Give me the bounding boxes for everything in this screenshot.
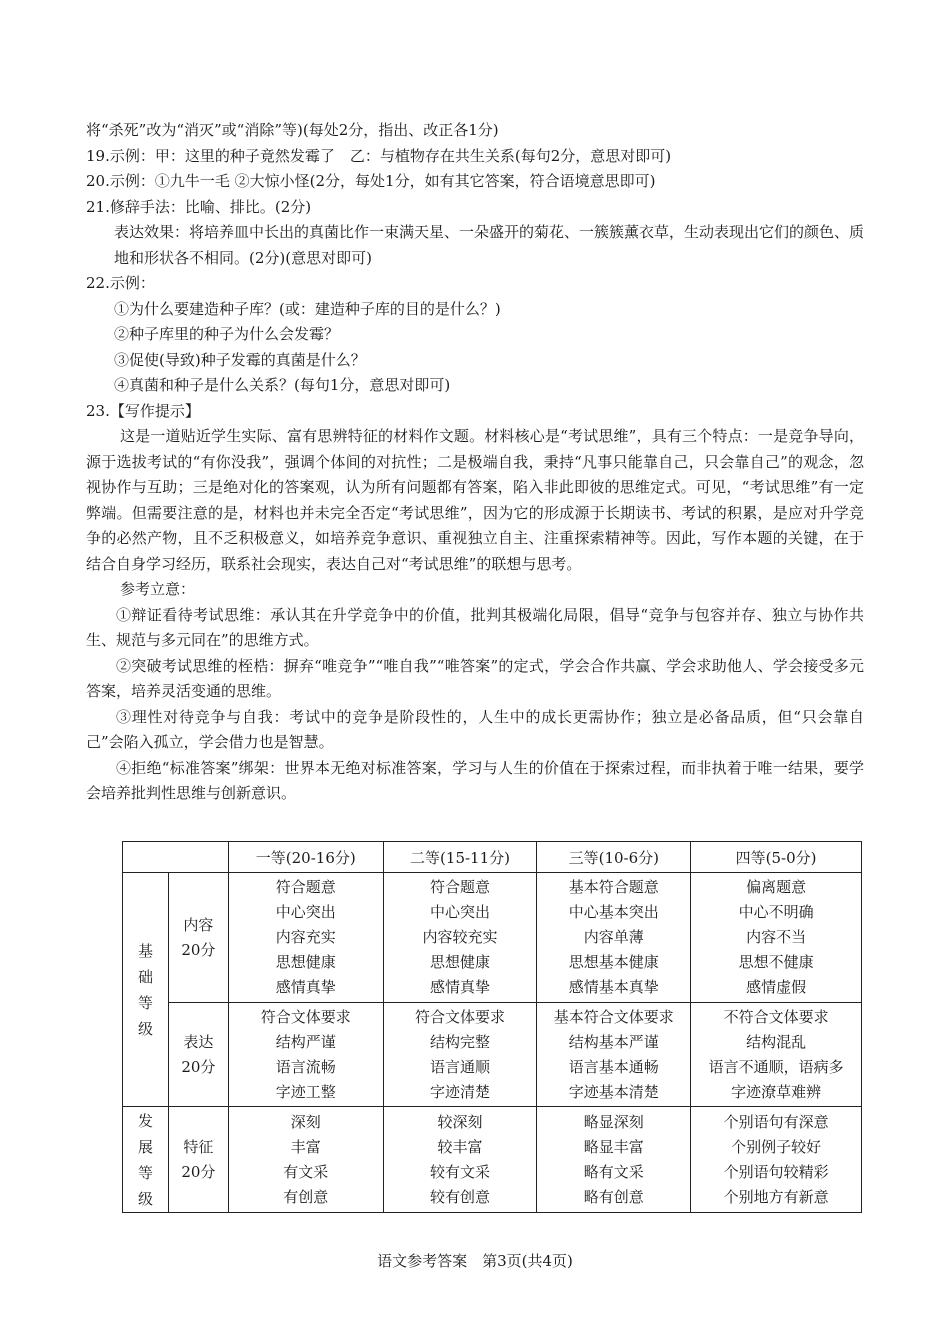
table-row — [123, 1003, 862, 1107]
answer-21-effect: 表达效果：将培养皿中长出的真菌比作一束满天星、一朵盛开的菊花、一簇簇薰衣草，生动表现出它们的颜色、质地和形状各不相同。(2分)(意思对即可) — [114, 223, 865, 267]
answer-line-18-tail: 将“杀死”改为“消灭”或“消除”等)(每处2分，指出、改正各1分) — [86, 121, 499, 139]
express-grade-2: 符合文体要求 结构完整 语言通顺 字迹清楚 — [383, 1003, 537, 1107]
development-level-label: 发 展 等 级 — [123, 1107, 169, 1213]
express-grade-1: 符合文体要求 结构严谨 语言流畅 字迹工整 — [228, 1003, 383, 1107]
scoring-table — [122, 841, 862, 1213]
content-label: 内容 20分 — [168, 873, 228, 1003]
answer-20: 20.示例：①九牛一毛 ②大惊小怪(2分，每处1分，如有其它答案，符合语境意思即可) — [86, 172, 656, 190]
feature-grade-4: 个别语句有深意 个别例子较好 个别语句较精彩 个别地方有新意 — [691, 1107, 862, 1213]
question-1: ①为什么要建造种子库？(或：建造种子库的目的是什么？) — [114, 299, 501, 318]
express-grade-4: 不符合文体要求 结构混乱 语言不通顺，语病多 字迹潦草难辨 — [691, 1003, 862, 1107]
answer-23: 23.【写作提示】 — [86, 401, 200, 420]
grade-4-header: 四等(5-0分) — [691, 842, 862, 873]
basic-level-label: 基 础 等 级 — [123, 873, 169, 1107]
feature-label: 特征 20分 — [168, 1107, 228, 1213]
feature-grade-1: 深刻 丰富 有文采 有创意 — [228, 1107, 383, 1213]
grade-1-header: 一等(20-16分) — [228, 842, 383, 873]
express-grade-3: 基本符合文体要求 结构基本严谨 语言基本通畅 字迹基本清楚 — [537, 1003, 691, 1107]
table-row — [123, 1107, 862, 1213]
answer-text — [86, 118, 864, 807]
reference-4: ④拒绝“标准答案”绑架：世界本无绝对标准答案，学习与人生的价值在于探索过程，而非执着于唯一结果，要学会培养批判性思维与创新意识。 — [86, 758, 864, 802]
content-grade-1: 符合题意 中心突出 内容充实 思想健康 感情真挚 — [228, 873, 383, 1003]
content-grade-2: 符合题意 中心突出 内容较充实 思想健康 感情真挚 — [383, 873, 537, 1003]
answer-19: 19.示例：甲：这里的种子竟然发霉了 乙：与植物存在共生关系(每句2分，意思对即可) — [86, 146, 672, 165]
question-4: ④真菌和种子是什么关系？(每句1分，意思对即可) — [114, 376, 451, 394]
express-label: 表达 20分 — [168, 1003, 228, 1107]
grade-2-header: 二等(15-11分) — [383, 842, 537, 873]
question-2: ②种子库里的种子为什么会发霉？ — [114, 325, 340, 343]
table-row — [123, 873, 862, 1003]
table-corner-cell — [123, 842, 229, 873]
feature-grade-3: 略显深刻 略显丰富 略有文采 略有创意 — [537, 1107, 691, 1213]
answer-21: 21.修辞手法：比喻、排比。(2分) — [86, 197, 312, 216]
grade-3-header: 三等(10-6分) — [537, 842, 691, 873]
reference-heading: 参考立意： — [120, 580, 196, 598]
answer-22: 22.示例： — [86, 274, 155, 292]
page-footer: 语文参考答案 第3页(共4页) — [377, 1252, 573, 1270]
reference-1: ①辩证看待考试思维：承认其在升学竞争中的价值，批判其极端化局限，倡导“竞争与包容并存、独立与协作共生、规范与多元同在”的思维方式。 — [86, 605, 864, 649]
content-grade-4: 偏离题意 中心不明确 内容不当 思想不健康 感情虚假 — [691, 873, 862, 1003]
reference-2: ②突破考试思维的桎梏：摒弃“唯竞争”“唯自我”“唯答案”的定式，学会合作共赢、学会求助他人、学会接受多元答案，培养灵活变通的思维。 — [86, 656, 864, 700]
question-3: ③促使(导致)种子发霉的真菌是什么？ — [114, 350, 366, 369]
table-header-row — [123, 842, 862, 873]
reference-3: ③理性对待竞争与自我：考试中的竞争是阶段性的，人生中的成长更需协作；独立是必备品质，但“只会靠自己”会陷入孤立，学会借力也是智慧。 — [86, 707, 864, 751]
feature-grade-2: 较深刻 较丰富 较有文采 较有创意 — [383, 1107, 537, 1213]
writing-hint-paragraph: 这是一道贴近学生实际、富有思辨特征的材料作文题。材料核心是“考试思维”，具有三个特点：一是竞争导向，源于选拔考试的“有你没我”，强调个体间的对抗性；二是极端自我，秉持“凡事只能靠自己，只会靠自己”的观念，忽视协作与互助；三是绝对化的答案观，认为所有问题都有答案，陷入非此即彼的思维定式。可见，“考试思维”有一定弊端。但需要注意的是，材料也并未完全否定“考试思维”，因为它的形成源于长期读书、考试的积累，是应对升学竞争的必然产物，且不乏积极意义，如培养竞争意识、重视独立自主、注重探索精神等。因此，写作本题的关键，在于结合自身学习经历，联系社会现实，表达自己对“考试思维”的联想与思考。 — [86, 427, 864, 573]
content-grade-3: 基本符合题意 中心基本突出 内容单薄 思想基本健康 感情基本真挚 — [537, 873, 691, 1003]
